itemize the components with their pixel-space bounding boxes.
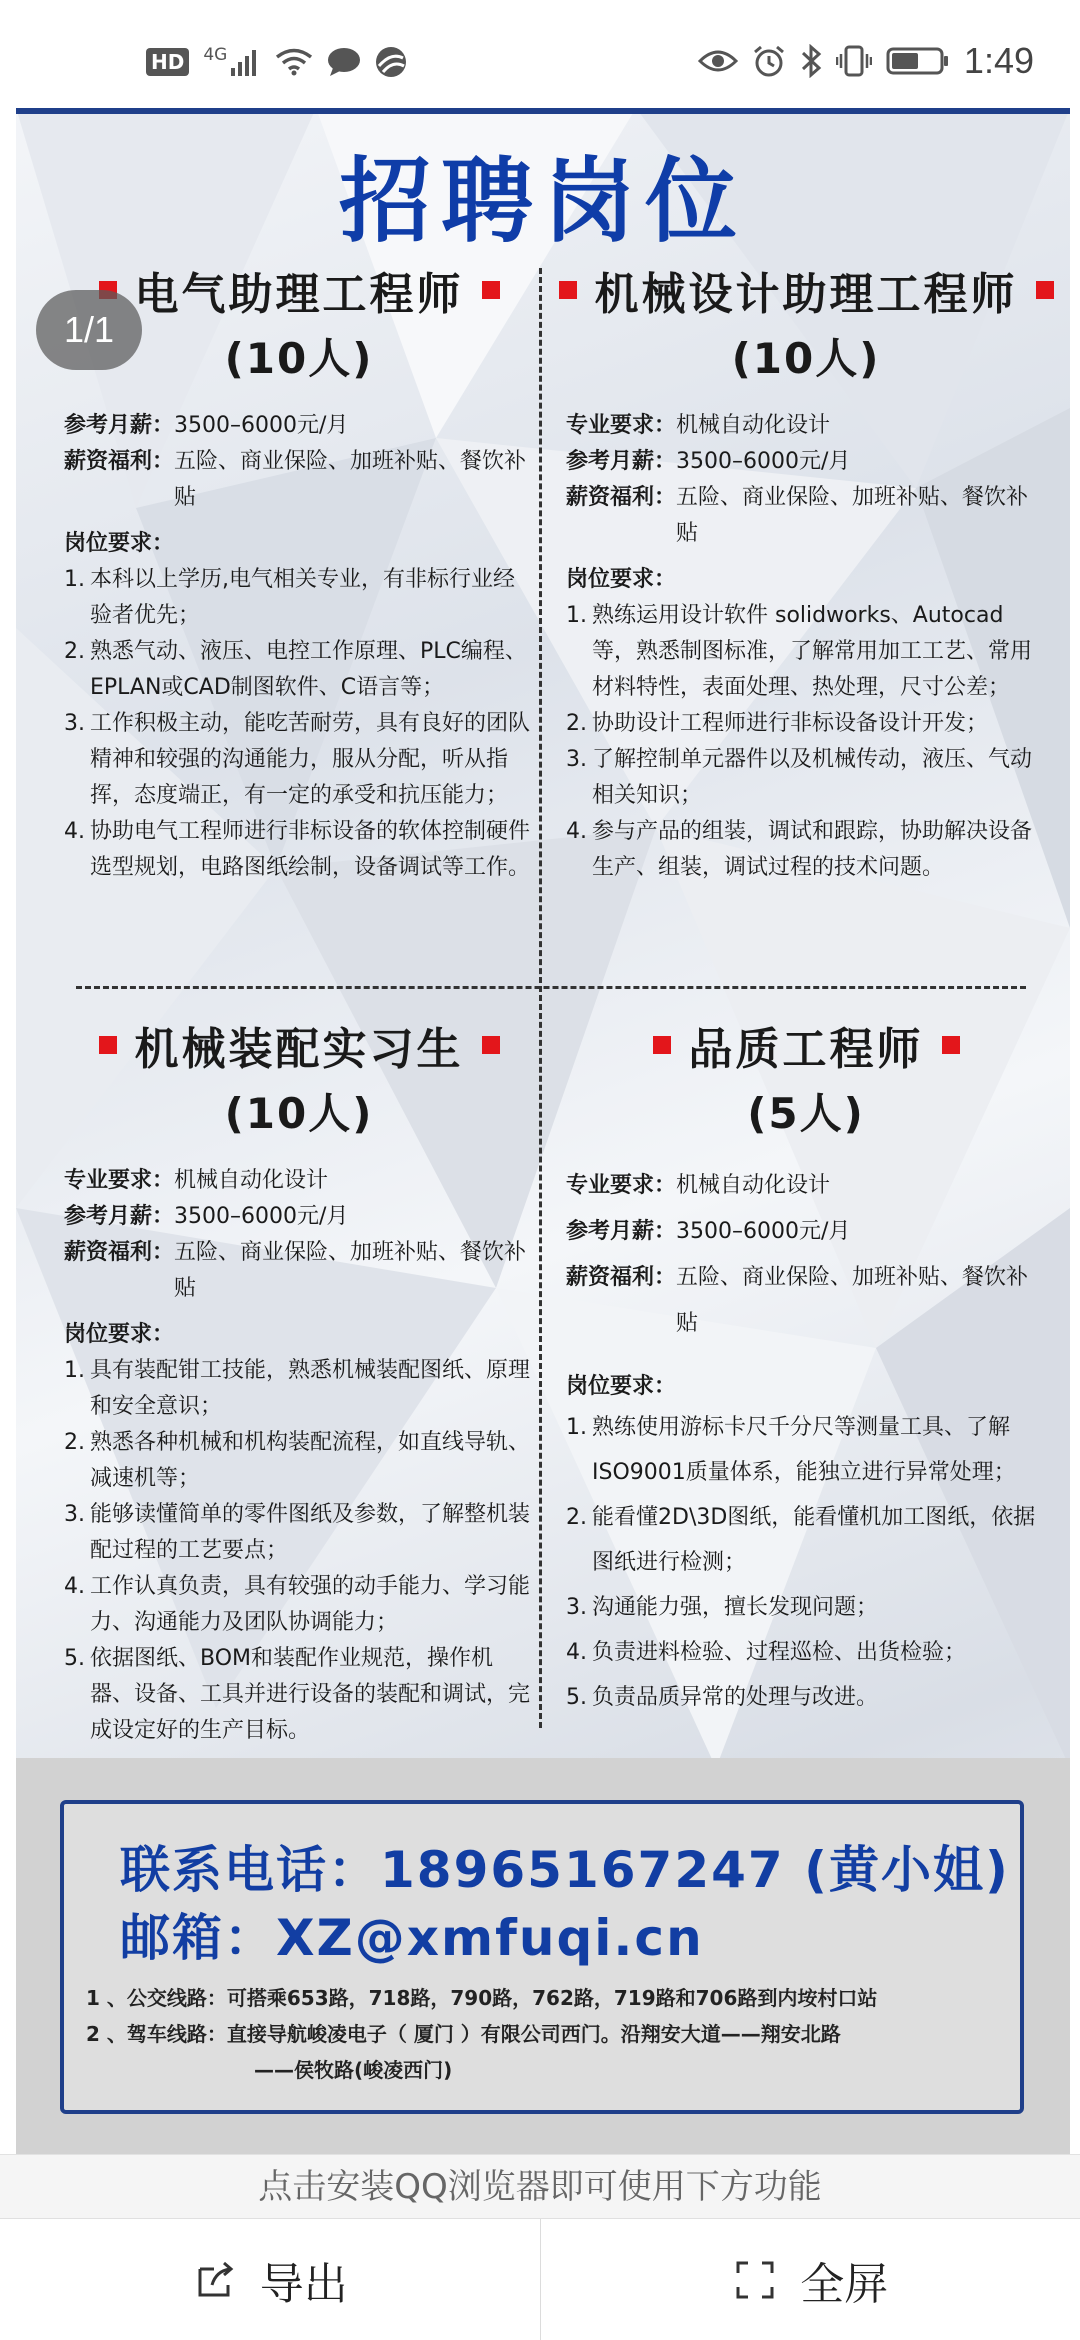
job-header	[566, 258, 1046, 322]
requirement-item: 3. 了解控制单元器件以及机械传动，液压、气动相关知识；	[566, 747, 1033, 808]
message-icon	[327, 47, 361, 77]
eye-icon	[698, 47, 738, 75]
driving-route: 2 、驾车线路：直接导航峻凌电子（ 厦门 ）有限公司西门。沿翔安大道——翔安北路	[86, 2022, 841, 2046]
field-label: 参考月薪：	[64, 413, 175, 438]
battery-icon	[886, 46, 950, 76]
field-label: 专业要求：	[566, 1173, 677, 1198]
red-square-icon	[482, 1036, 500, 1054]
requirements-title: 岗位要求：	[64, 1322, 175, 1347]
job-fields	[566, 1163, 1046, 1347]
bottom-toolbar	[0, 2218, 1080, 2340]
red-square-icon	[482, 281, 500, 299]
network-type: 4G	[203, 45, 228, 65]
vertical-divider	[539, 268, 542, 1728]
status-right	[698, 40, 1034, 82]
job-title: 机械装配实习生	[134, 1024, 464, 1075]
field-label: 薪资福利：	[64, 449, 175, 474]
field-salary	[64, 408, 534, 444]
status-time: 1:49	[963, 40, 1034, 81]
requirements-title: 岗位要求：	[566, 1374, 677, 1399]
red-square-icon	[559, 281, 577, 299]
page-indicator: 1/1	[36, 290, 142, 370]
field-value: 五险、商业保险、加班补贴、餐饮补贴	[676, 1265, 1029, 1336]
horizontal-divider	[76, 986, 1026, 989]
requirement-item: 5. 负责品质异常的处理与改进。	[566, 1685, 879, 1710]
fullscreen-label: 全屏	[800, 2258, 889, 2310]
requirement-item: 4. 工作认真负责，具有较强的动手能力、学习能力、沟通能力及团队协调能力；	[64, 1574, 531, 1635]
recruitment-poster[interactable]	[16, 108, 1070, 2154]
field-major	[566, 408, 1046, 444]
browser-icon	[375, 46, 407, 78]
field-value: 五险、商业保险、加班补贴、餐饮补贴	[676, 485, 1029, 546]
job-title: 品质工程师	[688, 1024, 924, 1075]
field-label: 专业要求：	[64, 1168, 175, 1193]
contact-box	[60, 1800, 1024, 2114]
job-title: 电气助理工程师	[134, 269, 464, 320]
job-headcount: (10人)	[731, 334, 881, 383]
requirement-item: 2. 熟悉各种机械和机构装配流程，如直线导轨、减速机等；	[64, 1430, 531, 1491]
field-label: 参考月薪：	[64, 1204, 175, 1229]
requirement-item: 2. 协助设计工程师进行非标设备设计开发；	[566, 711, 989, 736]
fullscreen-button[interactable]	[540, 2219, 1080, 2340]
requirement-item: 2. 熟悉气动、液压、电控工作原理、PLC编程、EPLAN或CAD制图软件、C语言等；	[64, 639, 527, 700]
red-square-icon	[942, 1036, 960, 1054]
requirement-item: 1. 本科以上学历,电气相关专业，有非标行业经验者优先；	[64, 567, 515, 628]
status-left	[146, 46, 407, 78]
field-label: 参考月薪：	[566, 1219, 677, 1244]
requirement-item: 1. 熟练使用游标卡尺千分尺等测量工具、了解ISO9001质量体系，能独立进行异常处理；	[566, 1415, 1016, 1485]
field-salary	[566, 1209, 1046, 1255]
job-card-quality-engineer	[566, 1013, 1046, 1720]
poster-title: 招聘岗位	[338, 148, 747, 255]
requirements-list	[64, 1353, 534, 1749]
hd-badge: HD	[146, 48, 189, 76]
requirement-item: 2. 能看懂2D\3D图纸，能看懂机加工图纸，依据图纸进行检测；	[566, 1505, 1036, 1575]
bus-route: 1 、公交线路：可搭乘653路，718路，790路，762路，719路和706路到内垵村口站	[86, 1986, 878, 2010]
bluetooth-icon	[800, 44, 822, 78]
requirement-item: 3. 沟通能力强，擅长发现问题；	[566, 1595, 879, 1620]
contact-email: 邮箱：XZ@xmfuqi.cn	[120, 1909, 704, 1967]
requirements-title: 岗位要求：	[566, 567, 677, 592]
requirements-list	[566, 598, 1046, 886]
field-benefits	[566, 480, 1046, 552]
field-value: 3500–6000元/月	[174, 1204, 349, 1229]
job-fields	[566, 408, 1046, 552]
qq-browser-install-prompt[interactable]: 点击安装QQ浏览器即可使用下方功能	[0, 2154, 1080, 2218]
job-header	[566, 1013, 1046, 1077]
field-benefits	[64, 1235, 534, 1307]
requirement-item: 4. 负责进料检验、过程巡检、出货检验；	[566, 1640, 967, 1665]
requirement-item: 1. 具有装配钳工技能，熟悉机械装配图纸、原理和安全意识；	[64, 1358, 531, 1419]
driving-route-continued: ——侯牧路(峻凌西门)	[254, 2058, 453, 2082]
wifi-icon	[275, 48, 313, 76]
requirement-item: 3. 能够读懂简单的零件图纸及参数，了解整机装配过程的工艺要点；	[64, 1502, 531, 1563]
field-label: 薪资福利：	[566, 485, 677, 510]
field-benefits	[64, 444, 534, 516]
requirements-list	[566, 1405, 1046, 1720]
job-header	[64, 1013, 534, 1077]
export-icon	[192, 2257, 238, 2303]
field-label: 专业要求：	[566, 413, 677, 438]
red-square-icon	[99, 1036, 117, 1054]
requirements-title: 岗位要求：	[64, 531, 175, 556]
red-square-icon	[653, 1036, 671, 1054]
field-value: 机械自动化设计	[676, 413, 831, 438]
field-label: 薪资福利：	[566, 1265, 677, 1290]
requirement-item: 4. 参与产品的组装，调试和跟踪，协助解决设备生产、组装，调试过程的技术问题。	[566, 819, 1033, 880]
requirement-item: 1. 熟练运用设计软件 solidworks、Autocad等，熟悉制图标准，了解常用加工工艺、常用材料特性，表面处理、热处理，尺寸公差；	[566, 603, 1033, 700]
job-headcount: (10人)	[224, 334, 374, 383]
field-label: 薪资福利：	[64, 1240, 175, 1265]
requirement-item: 4. 协助电气工程师进行非标设备的软体控制硬件选型规划，电路图纸绘制，设备调试等工作。	[64, 819, 531, 880]
alarm-icon	[752, 44, 786, 78]
poster-top-border	[16, 108, 1070, 114]
job-title: 机械设计助理工程师	[594, 269, 1018, 320]
job-card-assembly-intern	[64, 1013, 534, 1749]
field-benefits	[566, 1255, 1046, 1347]
field-salary	[566, 444, 1046, 480]
export-label: 导出	[259, 2258, 348, 2310]
export-button[interactable]	[0, 2219, 540, 2340]
field-value: 机械自动化设计	[676, 1173, 831, 1198]
field-value: 机械自动化设计	[174, 1168, 329, 1193]
field-value: 五险、商业保险、加班补贴、餐饮补贴	[174, 1240, 527, 1301]
field-value: 3500–6000元/月	[676, 1219, 851, 1244]
field-value: 3500–6000元/月	[676, 449, 851, 474]
fullscreen-icon	[732, 2257, 778, 2303]
status-bar	[0, 0, 1080, 108]
red-square-icon	[1036, 281, 1054, 299]
job-fields	[64, 1163, 534, 1307]
vibrate-icon	[836, 44, 872, 78]
contact-phone: 联系电话：18965167247 (黄小姐)	[120, 1841, 1010, 1899]
field-salary	[64, 1199, 534, 1235]
field-major	[566, 1163, 1046, 1209]
signal-icon	[231, 48, 261, 76]
job-headcount: (10人)	[224, 1089, 374, 1138]
field-major	[64, 1163, 534, 1199]
job-fields	[64, 408, 534, 516]
field-value: 五险、商业保险、加班补贴、餐饮补贴	[174, 449, 527, 510]
field-label: 参考月薪：	[566, 449, 677, 474]
requirement-item: 3. 工作积极主动，能吃苦耐劳，具有良好的团队精神和较强的沟通能力，服从分配，听从指挥，态度端正，有一定的承受和抗压能力；	[64, 711, 531, 808]
requirement-item: 5. 依据图纸、BOM和装配作业规范，操作机器、设备、工具并进行设备的装配和调试，完成设定好的生产目标。	[64, 1646, 531, 1743]
field-value: 3500–6000元/月	[174, 413, 349, 438]
job-card-mechanical-design-assistant	[566, 258, 1046, 886]
job-headcount: (5人)	[747, 1089, 865, 1138]
requirements-list	[64, 562, 534, 886]
